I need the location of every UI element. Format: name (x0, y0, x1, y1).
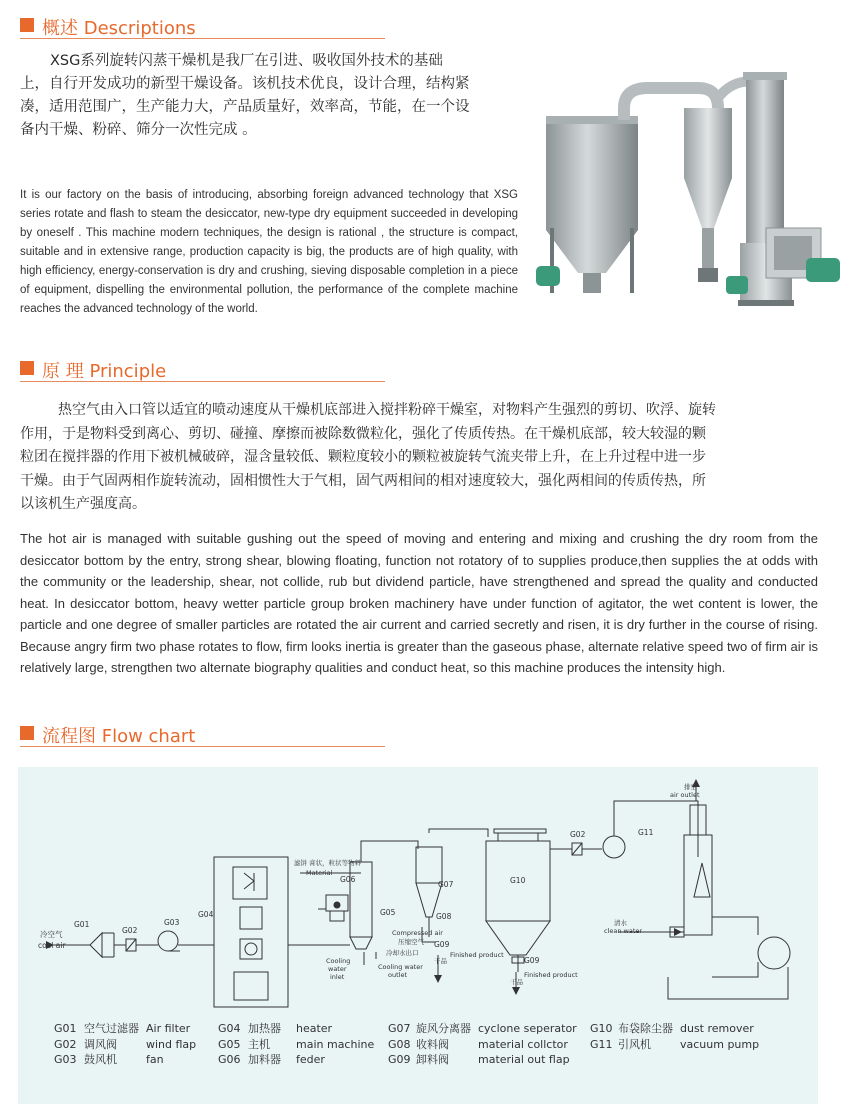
dryer-machine-photo (528, 68, 843, 330)
legend-item: G07 旋风分离器 cyclone seperator (388, 1022, 577, 1035)
heading-square-icon (20, 361, 34, 375)
legend-item: G03 鼓风机 fan (54, 1053, 164, 1066)
principle-en-text: The hot air is managed with suitable gushing out the speed of moving and entering and mixing and crushing the dry room from the desiccator bottom by the entry, strong shear, blowing floating, function not rotatory of to supplies produce,then supplies the at odds with the community or the leadership, shear, not collide, rub but dividend particle, have strengthened and spread the quality and conducted heat. In desiccator bottom, heavy wetter particle group broken machinery have under function of agitator, the wet content is lower, the particle and one degree of smaller particles are rotated the air current and carried secretly and risen, it is dry further in the course of rising. Because angry firm two phase rotates to flow, firm looks inertia is greater than the gaseous phase, alternate relative speed two of firm air is relatively large, strengthen two alternate biography qualities and conduct heat, so this machine produces the intensity high. (20, 531, 818, 675)
descriptions-heading (20, 14, 385, 39)
legend-item: G06 加料器 feder (218, 1053, 325, 1066)
descriptions-cn-text (20, 50, 525, 142)
finished-product-label: Finished product (450, 951, 504, 959)
cooling-inlet-label-2: water (328, 965, 347, 973)
flowchart-heading (20, 722, 385, 747)
material-en-label: Material (306, 869, 333, 877)
cool-air-en-label: cool air (38, 941, 66, 950)
principle-cn-line: 以该机生产强度高。 (20, 496, 146, 512)
g01-label: G01 (74, 920, 90, 929)
g09-label: G09 (434, 940, 450, 949)
g04-label: G04 (198, 910, 214, 919)
legend-item: G02 调风阀 wind flap (54, 1037, 197, 1051)
principle-title: 原 理 Principle (42, 361, 167, 382)
principle-cn-line: 热空气由入口管以适宜的喷动速度从干燥机底部进入搅拌粉碎干燥室，对物料产生强烈的剪切、吹浮、旋转 (58, 402, 716, 418)
g11-label: G11 (638, 828, 654, 837)
descriptions-cn-line: 凑，适用范围广，生产能力大，产品质量好，效率高，节能，在一个设 (20, 99, 470, 115)
legend-item: G09 卸料阀 material out flap (388, 1053, 570, 1066)
cooling-outlet-label-1: Cooling water (378, 963, 423, 971)
principle-cn-line: 粒团在搅拌器的作用下被机械破碎，湿含量较低、颗粒度较小的颗粒被旋转气流夹带上升，在上升过程中进一步 (20, 449, 706, 465)
legend-item: G01 空气过滤器 Air filter (54, 1022, 191, 1035)
legend-col-4 (590, 1021, 759, 1052)
cooling-inlet-label-3: inlet (330, 973, 345, 981)
descriptions-cn-line: 备内干燥、粉碎、筛分一次性完成 。 (20, 122, 257, 138)
finished-product-2-label: Finished product (524, 971, 578, 979)
heading-square-icon (20, 18, 34, 32)
principle-cn-line: 作用，于是物料受到离心、剪切、碰撞、摩擦而被除数微粒化，强化了传质传热。在干燥机底部，较大较湿的颗 (20, 425, 706, 442)
air-outlet-en-label: air outlet (670, 791, 700, 799)
cooling-outlet-label-2: outlet (388, 971, 407, 979)
flowchart-title: 流程图 Flow chart (42, 726, 196, 747)
cooling-outlet-cn-label: 冷却水出口 (386, 949, 419, 957)
descriptions-title: 概述 Descriptions (42, 18, 196, 39)
legend-col-2 (218, 1021, 374, 1068)
clean-water-cn-label: 清水 (614, 919, 627, 927)
principle-cn-line: 干燥。由于气固两相作旋转流动，固相惯性大于气相，固气两相间的相对速度较大，强化两相间的传质传热，所 (20, 472, 706, 489)
g02-label: G02 (122, 926, 138, 935)
cooling-inlet-label-1: Cooling (326, 957, 351, 965)
finished-cn-2-label: 干品 (510, 978, 523, 986)
g05-label: G05 (380, 908, 396, 917)
g10-label: G10 (510, 876, 526, 885)
principle-heading (20, 357, 385, 382)
g06-label: G06 (340, 875, 356, 884)
legend-col-3 (388, 1021, 577, 1068)
legend-item: G10 布袋除尘器 dust remover (590, 1022, 754, 1035)
legend-item: G04 加热器 heater (218, 1022, 333, 1035)
finished-cn-label: 干品 (434, 957, 447, 965)
legend-item: G08 收料阀 material collctor (388, 1037, 568, 1051)
clean-water-en-label: clean water (604, 927, 643, 935)
g07-label: G07 (438, 880, 454, 889)
cool-air-cn-label: 冷空气 (40, 930, 63, 939)
heading-square-icon (20, 726, 34, 740)
material-cn-label: 滤饼 膏状，粒状等物料 (294, 859, 362, 867)
legend-item: G05 主机 main machine (218, 1037, 375, 1051)
g08-label: G08 (436, 912, 452, 921)
g09b-label: G09 (524, 956, 540, 965)
descriptions-cn-line: XSG系列旋转闪蒸干燥机是我厂在引进、吸收国外技术的基础 (50, 53, 443, 69)
flow-chart-diagram (18, 767, 818, 1104)
legend-item: G11 引风机 vacuum pump (590, 1037, 760, 1051)
principle-cn-text (20, 399, 835, 517)
g02b-label: G02 (570, 830, 586, 839)
compressed-air-cn-label: 压缩空气 (398, 938, 424, 946)
descriptions-en-text: It is our factory on the basis of introducing, absorbing foreign advanced technology that XSG series rotate and flash to steam the desiccator, new-type dry equipment succeeded in developing by oneself . This machine modern techniques, the design is rational , the structure is compact, suitable and in extensive range, production capacity is big, the products are of high quality, with high efficiency, energy-conservation is dry and crushing, sieving disposable completion in a piece of equipment, dispelling the environmental pollution, the performance of the complete machine reaches the advanced technology of the world. (20, 189, 518, 315)
legend-col-1 (54, 1021, 196, 1068)
air-outlet-cn-label: 排空 (684, 783, 697, 791)
descriptions-cn-line: 上，自行开发成功的新型干燥设备。该机技术优良，设计合理，结构紧 (20, 76, 470, 92)
compressed-air-label: Compressed air (392, 929, 443, 937)
g03-label: G03 (164, 918, 180, 927)
